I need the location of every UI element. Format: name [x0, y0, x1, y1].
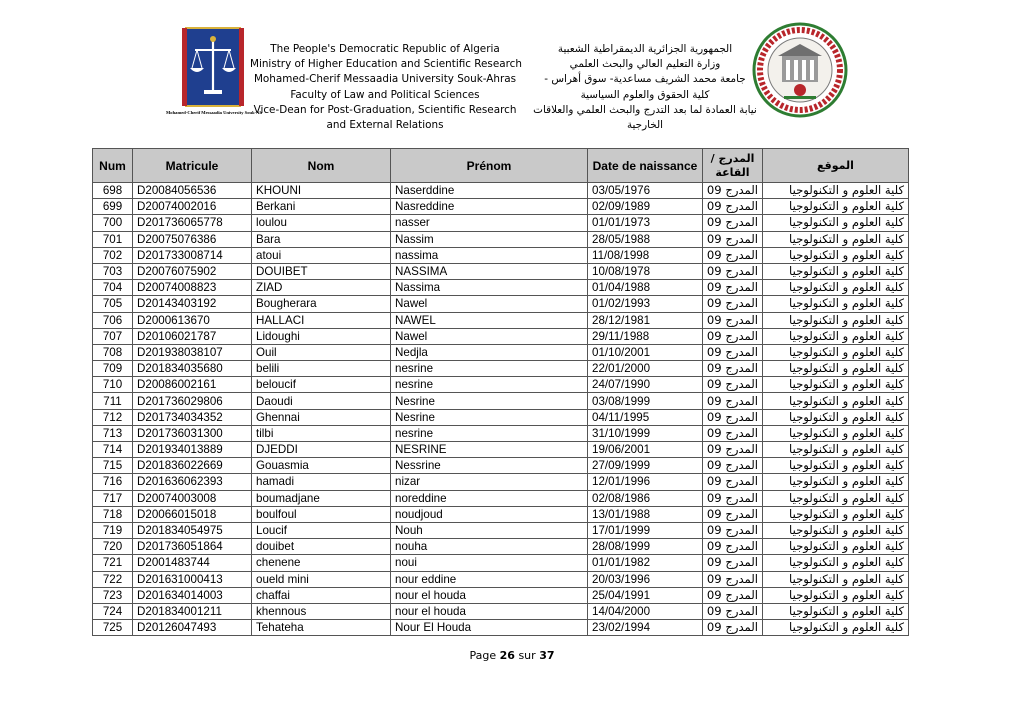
- cell-location: كلية العلوم و التكنولوجيا: [763, 312, 909, 328]
- table-row: [93, 555, 909, 571]
- cell-nom: Ghennai: [252, 409, 391, 425]
- cell-amphitheatre: المدرج 09: [703, 344, 763, 360]
- cell-num: 714: [93, 442, 133, 458]
- cell-location: كلية العلوم و التكنولوجيا: [763, 183, 909, 199]
- cell-location: كلية العلوم و التكنولوجيا: [763, 458, 909, 474]
- cell-matricule: D20084056536: [133, 183, 252, 199]
- cell-amphitheatre: المدرج 09: [703, 409, 763, 425]
- cell-nom: atoui: [252, 247, 391, 263]
- cell-amphitheatre: المدرج 09: [703, 506, 763, 522]
- header-ar-line: كلية الحقوق والعلوم السياسية: [580, 88, 710, 101]
- cell-date-naissance: 20/03/1996: [588, 571, 703, 587]
- cell-nom: ZIAD: [252, 280, 391, 296]
- table-row: [93, 458, 909, 474]
- cell-date-naissance: 28/05/1988: [588, 231, 703, 247]
- left-logo-caption: Mohamed-Cherif Messaadia University Souk-Ah: [165, 110, 263, 115]
- cell-amphitheatre: المدرج 09: [703, 474, 763, 490]
- cell-matricule: D201733008714: [133, 247, 252, 263]
- of-label: sur: [518, 649, 536, 662]
- cell-matricule: D2001483744: [133, 555, 252, 571]
- header-en-line: and External Relations: [326, 119, 444, 132]
- cell-date-naissance: 04/11/1995: [588, 409, 703, 425]
- cell-num: 722: [93, 571, 133, 587]
- cell-num: 718: [93, 506, 133, 522]
- cell-location: كلية العلوم و التكنولوجيا: [763, 263, 909, 279]
- cell-matricule: D2000613670: [133, 312, 252, 328]
- header-ar-line: وزارة التعليم العالي والبحث العلمي: [569, 58, 721, 71]
- cell-prenom: Nawel: [391, 328, 588, 344]
- header-ar-line: جامعة محمد الشريف مساعدية- سوق أهراس -: [544, 73, 746, 86]
- university-logo: [748, 20, 852, 120]
- header-matricule: Matricule: [133, 149, 252, 183]
- cell-num: 713: [93, 425, 133, 441]
- cell-date-naissance: 13/01/1988: [588, 506, 703, 522]
- cell-location: كلية العلوم و التكنولوجيا: [763, 620, 909, 636]
- cell-num: 715: [93, 458, 133, 474]
- cell-amphitheatre: المدرج 09: [703, 215, 763, 231]
- cell-date-naissance: 03/05/1976: [588, 183, 703, 199]
- cell-num: 707: [93, 328, 133, 344]
- cell-location: كلية العلوم و التكنولوجيا: [763, 474, 909, 490]
- table-row: [93, 344, 909, 360]
- cell-prenom: Nassima: [391, 280, 588, 296]
- cell-date-naissance: 01/02/1993: [588, 296, 703, 312]
- cell-num: 704: [93, 280, 133, 296]
- cell-matricule: D201836022669: [133, 458, 252, 474]
- cell-num: 712: [93, 409, 133, 425]
- cell-num: 698: [93, 183, 133, 199]
- cell-matricule: D20076075902: [133, 263, 252, 279]
- cell-num: 709: [93, 361, 133, 377]
- cell-num: 701: [93, 231, 133, 247]
- cell-amphitheatre: المدرج 09: [703, 425, 763, 441]
- cell-nom: boumadjane: [252, 490, 391, 506]
- cell-nom: Bara: [252, 231, 391, 247]
- table-header-row: [93, 149, 909, 183]
- cell-amphitheatre: المدرج 09: [703, 280, 763, 296]
- cell-date-naissance: 29/11/1988: [588, 328, 703, 344]
- cell-prenom: noui: [391, 555, 588, 571]
- cell-matricule: D201631000413: [133, 571, 252, 587]
- table-row: [93, 377, 909, 393]
- cell-amphitheatre: المدرج 09: [703, 296, 763, 312]
- cell-date-naissance: 02/09/1989: [588, 199, 703, 215]
- table-row: [93, 539, 909, 555]
- cell-nom: chaffai: [252, 587, 391, 603]
- cell-location: كلية العلوم و التكنولوجيا: [763, 280, 909, 296]
- cell-prenom: Nasreddine: [391, 199, 588, 215]
- table-row: [93, 328, 909, 344]
- cell-num: 725: [93, 620, 133, 636]
- cell-prenom: noudjoud: [391, 506, 588, 522]
- table-row: [93, 620, 909, 636]
- cell-date-naissance: 01/04/1988: [588, 280, 703, 296]
- cell-nom: Berkani: [252, 199, 391, 215]
- cell-date-naissance: 27/09/1999: [588, 458, 703, 474]
- cell-date-naissance: 12/01/1996: [588, 474, 703, 490]
- cell-amphitheatre: المدرج 09: [703, 539, 763, 555]
- students-table: [92, 148, 909, 636]
- cell-num: 708: [93, 344, 133, 360]
- cell-nom: loulou: [252, 215, 391, 231]
- cell-amphitheatre: المدرج 09: [703, 603, 763, 619]
- cell-nom: Ouil: [252, 344, 391, 360]
- header-num: Num: [93, 149, 133, 183]
- header-location: الموقع: [763, 149, 909, 183]
- cell-nom: tilbi: [252, 425, 391, 441]
- table-row: [93, 215, 909, 231]
- cell-prenom: Nesrine: [391, 409, 588, 425]
- cell-matricule: D201736029806: [133, 393, 252, 409]
- cell-nom: DJEDDI: [252, 442, 391, 458]
- total-pages-number: 37: [539, 649, 555, 662]
- cell-matricule: D20126047493: [133, 620, 252, 636]
- table-row: [93, 409, 909, 425]
- cell-num: 723: [93, 587, 133, 603]
- cell-amphitheatre: المدرج 09: [703, 199, 763, 215]
- cell-location: كلية العلوم و التكنولوجيا: [763, 199, 909, 215]
- cell-prenom: nasser: [391, 215, 588, 231]
- cell-prenom: Nassim: [391, 231, 588, 247]
- cell-location: كلية العلوم و التكنولوجيا: [763, 522, 909, 538]
- cell-location: كلية العلوم و التكنولوجيا: [763, 587, 909, 603]
- cell-amphitheatre: المدرج 09: [703, 247, 763, 263]
- cell-num: 705: [93, 296, 133, 312]
- cell-matricule: D20086002161: [133, 377, 252, 393]
- cell-location: كلية العلوم و التكنولوجيا: [763, 539, 909, 555]
- cell-location: كلية العلوم و التكنولوجيا: [763, 393, 909, 409]
- header-en-line: Ministry of Higher Education and Scientific Research: [250, 58, 522, 71]
- table-row: [93, 603, 909, 619]
- current-page-number: 26: [499, 649, 515, 662]
- cell-nom: Gouasmia: [252, 458, 391, 474]
- cell-date-naissance: 11/08/1998: [588, 247, 703, 263]
- cell-nom: khennous: [252, 603, 391, 619]
- cell-amphitheatre: المدرج 09: [703, 263, 763, 279]
- cell-num: 700: [93, 215, 133, 231]
- cell-prenom: nesrine: [391, 377, 588, 393]
- header-date-naissance: Date de naissance: [588, 149, 703, 183]
- faculty-of-law-logo: [165, 22, 263, 122]
- cell-amphitheatre: المدرج 09: [703, 490, 763, 506]
- cell-location: كلية العلوم و التكنولوجيا: [763, 231, 909, 247]
- cell-matricule: D20075076386: [133, 231, 252, 247]
- cell-date-naissance: 22/01/2000: [588, 361, 703, 377]
- cell-matricule: D201834001211: [133, 603, 252, 619]
- cell-prenom: nesrine: [391, 361, 588, 377]
- cell-num: 706: [93, 312, 133, 328]
- cell-prenom: nour el houda: [391, 603, 588, 619]
- cell-num: 710: [93, 377, 133, 393]
- table-row: [93, 425, 909, 441]
- cell-prenom: nassima: [391, 247, 588, 263]
- cell-date-naissance: 03/08/1999: [588, 393, 703, 409]
- page-label: Page: [469, 649, 497, 662]
- cell-location: كلية العلوم و التكنولوجيا: [763, 328, 909, 344]
- cell-date-naissance: 28/12/1981: [588, 312, 703, 328]
- cell-date-naissance: 31/10/1999: [588, 425, 703, 441]
- cell-amphitheatre: المدرج 09: [703, 328, 763, 344]
- cell-amphitheatre: المدرج 09: [703, 458, 763, 474]
- cell-location: كلية العلوم و التكنولوجيا: [763, 506, 909, 522]
- table-row: [93, 263, 909, 279]
- cell-num: 703: [93, 263, 133, 279]
- cell-nom: Loucif: [252, 522, 391, 538]
- cell-prenom: nour el houda: [391, 587, 588, 603]
- cell-date-naissance: 23/02/1994: [588, 620, 703, 636]
- cell-prenom: nesrine: [391, 425, 588, 441]
- cell-nom: beloucif: [252, 377, 391, 393]
- cell-location: كلية العلوم و التكنولوجيا: [763, 361, 909, 377]
- cell-matricule: D20074002016: [133, 199, 252, 215]
- scales-of-justice-icon: [168, 22, 260, 122]
- header-prenom: Prénom: [391, 149, 588, 183]
- cell-date-naissance: 24/07/1990: [588, 377, 703, 393]
- cell-date-naissance: 14/04/2000: [588, 603, 703, 619]
- cell-num: 716: [93, 474, 133, 490]
- cell-location: كلية العلوم و التكنولوجيا: [763, 247, 909, 263]
- cell-prenom: NAWEL: [391, 312, 588, 328]
- header-arabic: [530, 42, 760, 133]
- cell-matricule: D201736031300: [133, 425, 252, 441]
- header-ar-line: الجمهورية الجزائرية الديمقراطية الشعبية: [557, 43, 733, 55]
- header-nom: Nom: [252, 149, 391, 183]
- cell-num: 719: [93, 522, 133, 538]
- cell-prenom: nour eddine: [391, 571, 588, 587]
- cell-amphitheatre: المدرج 09: [703, 183, 763, 199]
- cell-nom: KHOUNI: [252, 183, 391, 199]
- header-en-line: Mohamed-Cherif Messaadia University Souk-Ahras: [253, 73, 517, 86]
- cell-nom: Bougherara: [252, 296, 391, 312]
- cell-nom: HALLACI: [252, 312, 391, 328]
- cell-date-naissance: 19/06/2001: [588, 442, 703, 458]
- cell-amphitheatre: المدرج 09: [703, 522, 763, 538]
- cell-prenom: NASSIMA: [391, 263, 588, 279]
- header-amphitheatre: المدرج / القاعة: [703, 149, 763, 183]
- cell-matricule: D20074003008: [133, 490, 252, 506]
- table-row: [93, 296, 909, 312]
- header-en-line: Vice-Dean for Post-Graduation, Scientific Research: [253, 103, 517, 116]
- cell-prenom: nizar: [391, 474, 588, 490]
- cell-matricule: D201636062393: [133, 474, 252, 490]
- header-ar-line: نيابة العمادة لما بعد التدرج والبحث العلمي والعلاقات: [533, 103, 757, 116]
- table-row: [93, 393, 909, 409]
- cell-location: كلية العلوم و التكنولوجيا: [763, 603, 909, 619]
- cell-num: 717: [93, 490, 133, 506]
- cell-prenom: Nessrine: [391, 458, 588, 474]
- cell-date-naissance: 02/08/1986: [588, 490, 703, 506]
- cell-matricule: D201634014003: [133, 587, 252, 603]
- table-row: [93, 522, 909, 538]
- table-row: [93, 571, 909, 587]
- cell-num: 711: [93, 393, 133, 409]
- cell-nom: DOUIBET: [252, 263, 391, 279]
- cell-nom: douibet: [252, 539, 391, 555]
- cell-matricule: D20106021787: [133, 328, 252, 344]
- cell-date-naissance: 17/01/1999: [588, 522, 703, 538]
- cell-amphitheatre: المدرج 09: [703, 555, 763, 571]
- cell-date-naissance: 25/04/1991: [588, 587, 703, 603]
- cell-location: كلية العلوم و التكنولوجيا: [763, 490, 909, 506]
- cell-prenom: nouha: [391, 539, 588, 555]
- cell-location: كلية العلوم و التكنولوجيا: [763, 215, 909, 231]
- cell-amphitheatre: المدرج 09: [703, 571, 763, 587]
- cell-location: كلية العلوم و التكنولوجيا: [763, 296, 909, 312]
- cell-nom: boulfoul: [252, 506, 391, 522]
- cell-matricule: D201736065778: [133, 215, 252, 231]
- table-row: [93, 280, 909, 296]
- cell-num: 721: [93, 555, 133, 571]
- cell-prenom: NESRINE: [391, 442, 588, 458]
- table-row: [93, 231, 909, 247]
- cell-amphitheatre: المدرج 09: [703, 231, 763, 247]
- cell-location: كلية العلوم و التكنولوجيا: [763, 425, 909, 441]
- cell-amphitheatre: المدرج 09: [703, 442, 763, 458]
- cell-location: كلية العلوم و التكنولوجيا: [763, 555, 909, 571]
- cell-matricule: D20143403192: [133, 296, 252, 312]
- cell-nom: Tehateha: [252, 620, 391, 636]
- cell-prenom: Naserddine: [391, 183, 588, 199]
- header-en-line: Faculty of Law and Political Sciences: [290, 88, 480, 101]
- cell-prenom: Nesrine: [391, 393, 588, 409]
- cell-location: كلية العلوم و التكنولوجيا: [763, 344, 909, 360]
- cell-prenom: Nour El Houda: [391, 620, 588, 636]
- table-row: [93, 587, 909, 603]
- cell-amphitheatre: المدرج 09: [703, 587, 763, 603]
- cell-num: 724: [93, 603, 133, 619]
- table-row: [93, 474, 909, 490]
- cell-amphitheatre: المدرج 09: [703, 393, 763, 409]
- cell-location: كلية العلوم و التكنولوجيا: [763, 377, 909, 393]
- cell-matricule: D201834035680: [133, 361, 252, 377]
- table-row: [93, 247, 909, 263]
- table-row: [93, 199, 909, 215]
- cell-prenom: Nawel: [391, 296, 588, 312]
- cell-matricule: D201734034352: [133, 409, 252, 425]
- cell-nom: chenene: [252, 555, 391, 571]
- cell-prenom: Nedjla: [391, 344, 588, 360]
- cell-num: 720: [93, 539, 133, 555]
- cell-date-naissance: 10/08/1978: [588, 263, 703, 279]
- table-row: [93, 506, 909, 522]
- table-row: [93, 312, 909, 328]
- cell-matricule: D201834054975: [133, 522, 252, 538]
- cell-matricule: D201934013889: [133, 442, 252, 458]
- cell-matricule: D20074008823: [133, 280, 252, 296]
- university-emblem-icon: [748, 20, 852, 120]
- cell-location: كلية العلوم و التكنولوجيا: [763, 409, 909, 425]
- cell-nom: belili: [252, 361, 391, 377]
- cell-nom: oueld mini: [252, 571, 391, 587]
- cell-matricule: D20066015018: [133, 506, 252, 522]
- header-ar-line: الخارجية: [626, 119, 664, 132]
- cell-location: كلية العلوم و التكنولوجيا: [763, 571, 909, 587]
- cell-amphitheatre: المدرج 09: [703, 312, 763, 328]
- cell-nom: hamadi: [252, 474, 391, 490]
- page-footer: [0, 649, 1024, 662]
- cell-date-naissance: 01/10/2001: [588, 344, 703, 360]
- table-body: [93, 183, 909, 636]
- cell-num: 699: [93, 199, 133, 215]
- cell-amphitheatre: المدرج 09: [703, 377, 763, 393]
- header-en-line: The People's Democratic Republic of Algeria: [270, 43, 500, 55]
- cell-prenom: Nouh: [391, 522, 588, 538]
- cell-date-naissance: 28/08/1999: [588, 539, 703, 555]
- header-english: [250, 42, 520, 133]
- cell-prenom: noreddine: [391, 490, 588, 506]
- cell-matricule: D201736051864: [133, 539, 252, 555]
- cell-date-naissance: 01/01/1973: [588, 215, 703, 231]
- cell-amphitheatre: المدرج 09: [703, 620, 763, 636]
- cell-date-naissance: 01/01/1982: [588, 555, 703, 571]
- cell-nom: Daoudi: [252, 393, 391, 409]
- cell-amphitheatre: المدرج 09: [703, 361, 763, 377]
- cell-location: كلية العلوم و التكنولوجيا: [763, 442, 909, 458]
- cell-num: 702: [93, 247, 133, 263]
- table-row: [93, 490, 909, 506]
- table-row: [93, 183, 909, 199]
- table-row: [93, 442, 909, 458]
- table-row: [93, 361, 909, 377]
- cell-matricule: D201938038107: [133, 344, 252, 360]
- cell-nom: Lidoughi: [252, 328, 391, 344]
